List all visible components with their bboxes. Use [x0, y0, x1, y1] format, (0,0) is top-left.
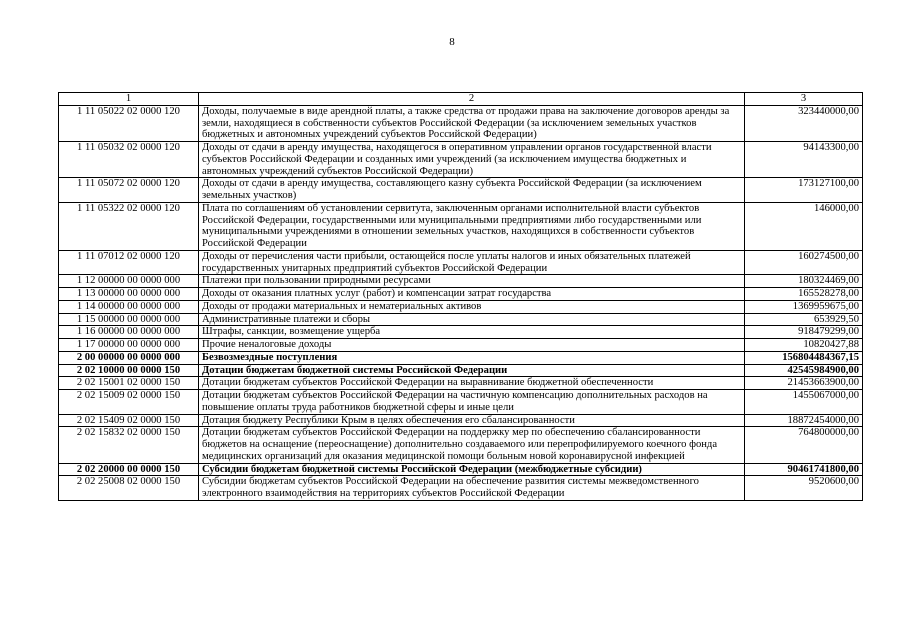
- budget-code: 1 11 05032 02 0000 120: [59, 142, 199, 178]
- table-row: [59, 463, 863, 476]
- revenue-name: Субсидии бюджетам субъектов Российской Федерации на обеспечение развития системы межведомственного электронного взаимодействия на территориях субъектов Российской Федерации: [199, 476, 745, 501]
- page-number: 8: [449, 36, 455, 48]
- amount-value: 1369959675,00: [745, 300, 863, 313]
- table-row: [59, 105, 863, 141]
- budget-code: 2 02 15001 02 0000 150: [59, 377, 199, 390]
- amount-value: 165528278,00: [745, 288, 863, 301]
- revenue-name: Доходы, получаемые в виде арендной платы, а также средства от продажи права на заключение договоров аренды за земли, находящиеся в собственности субъектов Российской Федерации (за исключением земельных участков бюджетных и автономных учреждений субъектов Российской Федерации): [199, 105, 745, 141]
- table-row: [59, 178, 863, 203]
- column-header-amount: 3: [745, 93, 863, 106]
- budget-code: 2 02 15832 02 0000 150: [59, 427, 199, 463]
- revenue-name: Дотация бюджету Республики Крым в целях обеспечения его сбалансированности: [199, 414, 745, 427]
- revenue-name: Плата по соглашениям об установлении сервитута, заключенным органами исполнительной власти субъектов Российской Федерации, государственными или муниципальными предприятиями либо государственными или муниципальными учреждениями в отношении земельных участков, находящихся в собственности субъектов Российской Федерации: [199, 202, 745, 250]
- budget-code: 1 11 07012 02 0000 120: [59, 250, 199, 275]
- amount-value: 323440000,00: [745, 105, 863, 141]
- revenue-name: Субсидии бюджетам бюджетной системы Российской Федерации (межбюджетные субсидии): [199, 463, 745, 476]
- table-header-row: [59, 93, 863, 106]
- budget-code: 1 15 00000 00 0000 000: [59, 313, 199, 326]
- amount-value: 180324469,00: [745, 275, 863, 288]
- amount-value: 10820427,88: [745, 339, 863, 352]
- amount-value: 918479299,00: [745, 326, 863, 339]
- budget-code: 2 00 00000 00 0000 000: [59, 351, 199, 364]
- column-header-code: 1: [59, 93, 199, 106]
- budget-code: 2 02 25008 02 0000 150: [59, 476, 199, 501]
- table-row: [59, 313, 863, 326]
- amount-value: 173127100,00: [745, 178, 863, 203]
- table-body: [59, 105, 863, 500]
- amount-value: 653929,50: [745, 313, 863, 326]
- budget-code: 1 17 00000 00 0000 000: [59, 339, 199, 352]
- revenue-name: Доходы от продажи материальных и нематериальных активов: [199, 300, 745, 313]
- revenue-table: [58, 92, 863, 501]
- table-row: [59, 326, 863, 339]
- amount-value: 160274500,00: [745, 250, 863, 275]
- budget-code: 1 16 00000 00 0000 000: [59, 326, 199, 339]
- table-row: [59, 390, 863, 415]
- table-row: [59, 364, 863, 377]
- amount-value: 18872454000,00: [745, 414, 863, 427]
- amount-value: 1455067000,00: [745, 390, 863, 415]
- column-header-name: 2: [199, 93, 745, 106]
- revenue-name: Доходы от оказания платных услуг (работ) и компенсации затрат государства: [199, 288, 745, 301]
- budget-code: 1 11 05322 02 0000 120: [59, 202, 199, 250]
- revenue-name: Безвозмездные поступления: [199, 351, 745, 364]
- revenue-name: Платежи при пользовании природными ресурсами: [199, 275, 745, 288]
- amount-value: 42545984900,00: [745, 364, 863, 377]
- revenue-name: Доходы от сдачи в аренду имущества, составляющего казну субъекта Российской Федерации (за исключением земельных участков): [199, 178, 745, 203]
- amount-value: 156804484367,15: [745, 351, 863, 364]
- budget-code: 1 13 00000 00 0000 000: [59, 288, 199, 301]
- table-row: [59, 202, 863, 250]
- table-row: [59, 351, 863, 364]
- table-row: [59, 288, 863, 301]
- amount-value: 9520600,00: [745, 476, 863, 501]
- amount-value: 764800000,00: [745, 427, 863, 463]
- revenue-name: Дотации бюджетам субъектов Российской Федерации на частичную компенсацию дополнительных расходов на повышение оплаты труда работников бюджетной сферы и иные цели: [199, 390, 745, 415]
- table-row: [59, 414, 863, 427]
- revenue-name: Дотации бюджетам бюджетной системы Российской Федерации: [199, 364, 745, 377]
- budget-code: 2 02 15409 02 0000 150: [59, 414, 199, 427]
- revenue-name: Доходы от перечисления части прибыли, остающейся после уплаты налогов и иных обязательных платежей государственных унитарных предприятий субъектов Российской Федерации: [199, 250, 745, 275]
- amount-value: 146000,00: [745, 202, 863, 250]
- budget-code: 2 02 10000 00 0000 150: [59, 364, 199, 377]
- table-row: [59, 142, 863, 178]
- budget-code: 2 02 15009 02 0000 150: [59, 390, 199, 415]
- budget-code: 1 11 05022 02 0000 120: [59, 105, 199, 141]
- budget-code: 1 12 00000 00 0000 000: [59, 275, 199, 288]
- revenue-name: Прочие неналоговые доходы: [199, 339, 745, 352]
- budget-code: 2 02 20000 00 0000 150: [59, 463, 199, 476]
- amount-value: 94143300,00: [745, 142, 863, 178]
- table-row: [59, 339, 863, 352]
- table-row: [59, 300, 863, 313]
- budget-code: 1 14 00000 00 0000 000: [59, 300, 199, 313]
- table-row: [59, 427, 863, 463]
- revenue-name: Доходы от сдачи в аренду имущества, находящегося в оперативном управлении органов государственной власти субъектов Российской Федерации и созданных ими учреждений (за исключением имущества бюджетных и автономных учреждений субъектов Российской Федерации): [199, 142, 745, 178]
- revenue-name: Административные платежи и сборы: [199, 313, 745, 326]
- table-row: [59, 275, 863, 288]
- table-row: [59, 377, 863, 390]
- table-row: [59, 250, 863, 275]
- revenue-name: Дотации бюджетам субъектов Российской Федерации на выравнивание бюджетной обеспеченности: [199, 377, 745, 390]
- amount-value: 21453663900,00: [745, 377, 863, 390]
- revenue-name: Штрафы, санкции, возмещение ущерба: [199, 326, 745, 339]
- amount-value: 90461741800,00: [745, 463, 863, 476]
- table-row: [59, 476, 863, 501]
- revenue-name: Дотации бюджетам субъектов Российской Федерации на поддержку мер по обеспечению сбалансированности бюджетов на оснащение (переоснащение) дополнительно создаваемого или перепрофилируемого коечного фонда медицинских организаций для оказания медицинской помощи больным новой коронавирусной инфекцией: [199, 427, 745, 463]
- budget-code: 1 11 05072 02 0000 120: [59, 178, 199, 203]
